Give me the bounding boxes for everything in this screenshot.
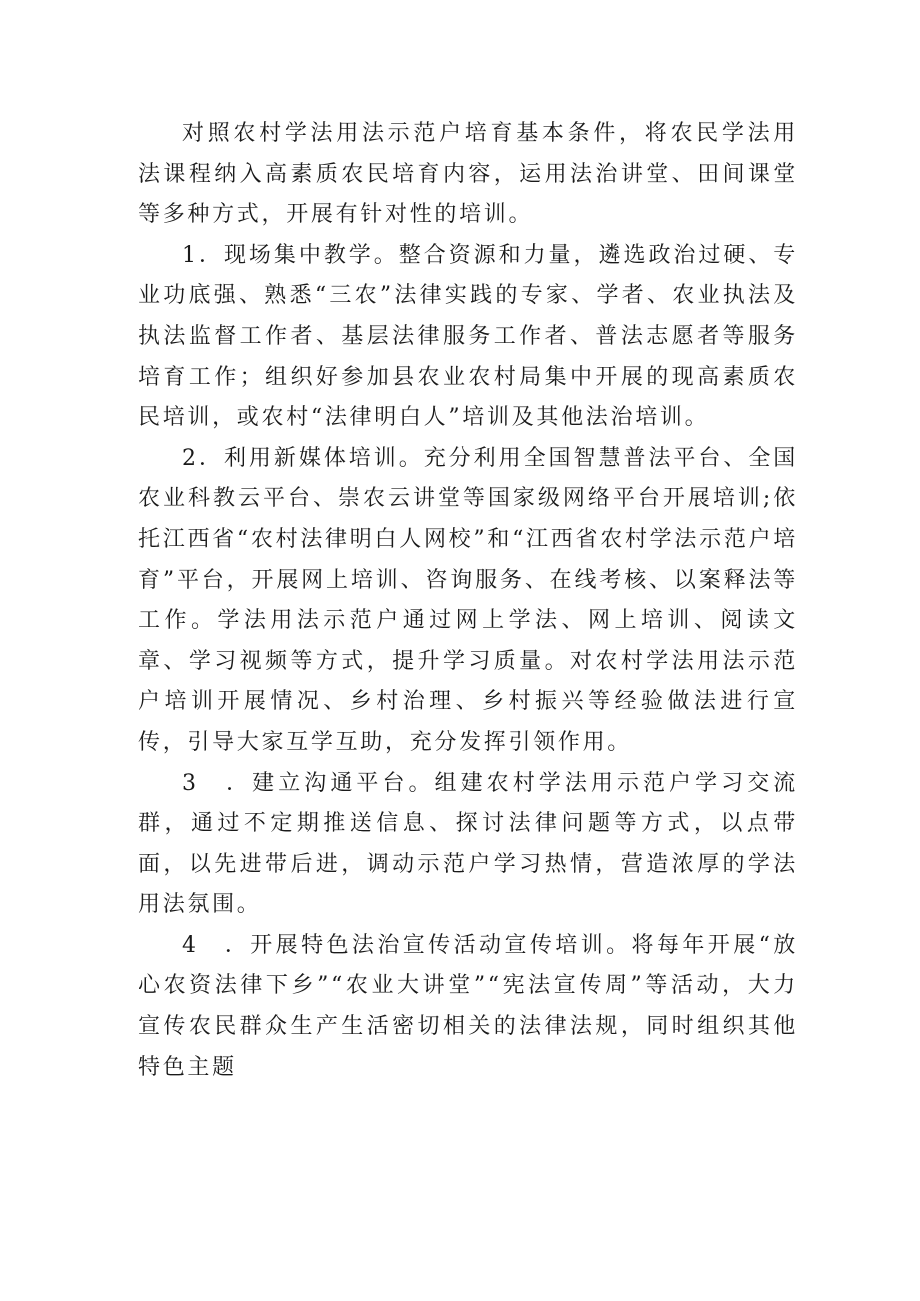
paragraph-item-1: 1．现场集中教学。整合资源和力量，遴选政治过硬、专业功底强、熟悉“三农”法律实践的专家、学者、农业执法及执法监督工作者、基层法律服务工作者、普法志愿者等服务培育工作；组织好参加县农业农村局集中开展的现高素质农民培训，或农村“法律明白人”培训及其他法治培训。	[138, 242, 798, 431]
paragraph-item-2: 2．利用新媒体培训。充分利用全国智慧普法平台、全国农业科教云平台、崇农云讲堂等国家级网络平台开展培训;依托江西省“农村法律明白人网校”和“江西省农村学法示范户培育”平台，开展网上培训、咨询服务、在线考核、以案释法等工作。学法用法示范户通过网上学法、网上培训、阅读文章、学习视频等方式，提升学习质量。对农村学法用法示范户培训开展情况、乡村治理、乡村振兴等经验做法进行宣传，引导大家互学互助，充分发挥引领作用。	[138, 445, 798, 755]
paragraph-intro: 对照农村学法用法示范户培育基本条件，将农民学法用法课程纳入高素质农民培育内容，运用法治讲堂、田间课堂等多种方式，开展有针对性的培训。	[138, 121, 798, 228]
document-body	[138, 114, 798, 1088]
paragraph-item-4: 4 ．开展特色法治宣传活动宣传培训。将每年开展“放心农资法律下乡”“农业大讲堂”“宪法宣传周”等活动，大力宣传农民群众生产生活密切相关的法律法规，同时组织其他特色主题	[138, 932, 798, 1080]
paragraph-item-3: 3 ．建立沟通平台。组建农村学法用示范户学习交流群，通过不定期推送信息、探讨法律问题等方式，以点带面，以先进带后进，调动示范户学习热情，营造浓厚的学法用法氛围。	[138, 770, 798, 918]
